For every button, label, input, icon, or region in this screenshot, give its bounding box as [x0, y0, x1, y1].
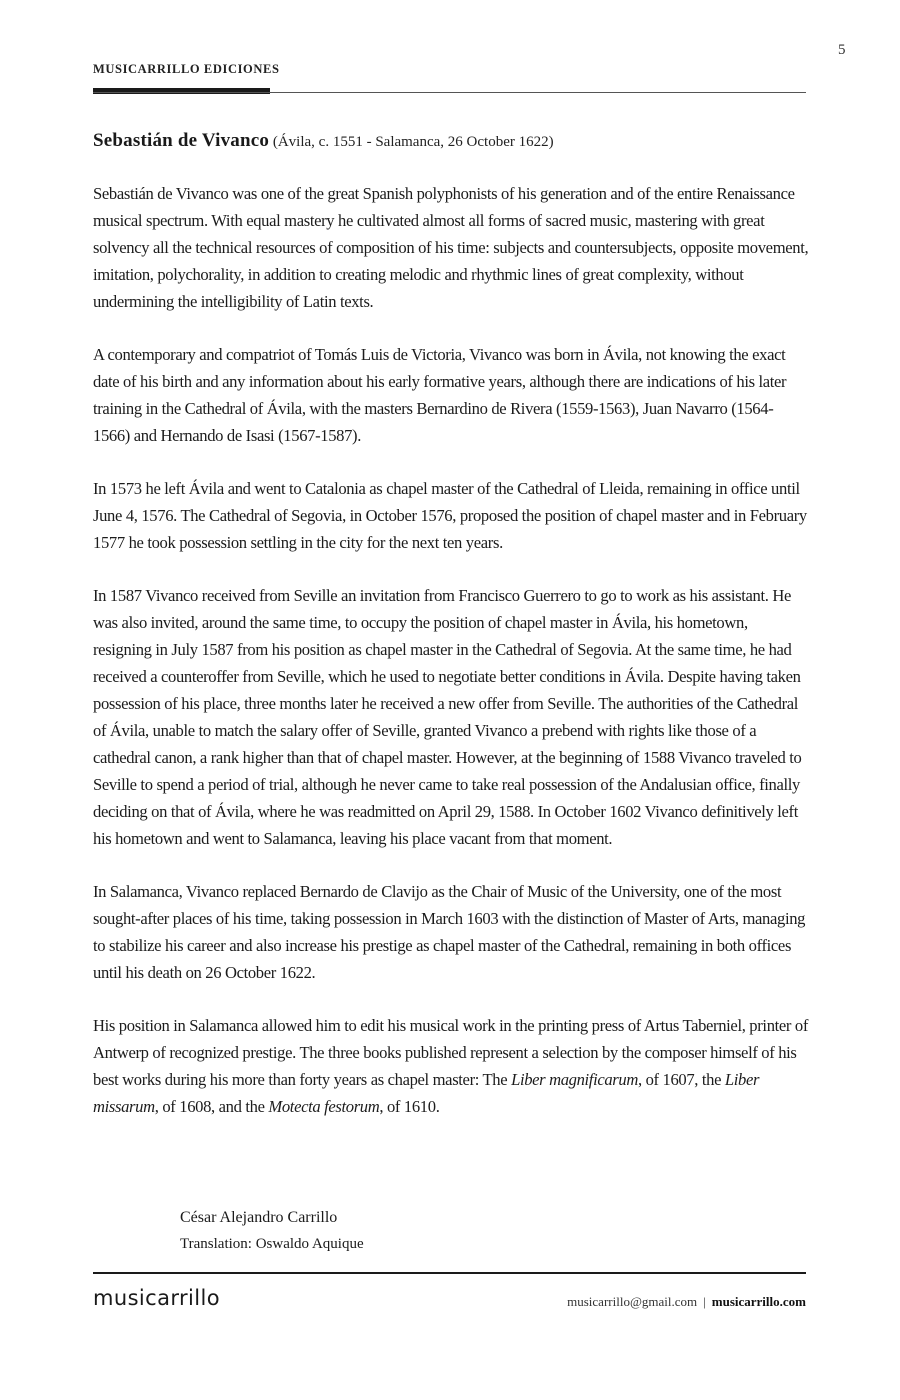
musicarrillo-logo: musicarrillo — [93, 1286, 221, 1310]
paragraph-1: Sebastián de Vivanco was one of the great Spanish polyphonists of his generation and of the entire Renaissance musical spectrum. With equal mastery he cultivated almost all forms of sacred music, mastering with great solvency all the technical resources of composition of his time: subjects and countersubjects, opposite movement, imitation, polychorality, in addition to creating melodic and rhythmic lines of great complexity, without undermining the intelligibility of Latin texts. — [93, 184, 809, 311]
signature-block — [180, 1204, 364, 1258]
article-title: Sebastián de Vivanco — [93, 130, 270, 151]
header-rule-accent — [93, 88, 270, 94]
article — [93, 128, 809, 1146]
footer-separator: | — [703, 1294, 706, 1309]
header-rule — [93, 92, 806, 93]
paragraph-5: In Salamanca, Vivanco replaced Bernardo de Clavijo as the Chair of Music of the University, one of the most sought-after places of his time, taking possession in March 1603 with the distinction of Master of Arts, managing to stabilize his career and also increase his prestige as chapel master of the Cathedral, remaining in both offices until his death on 26 October 1622. — [93, 882, 806, 982]
paragraph-6-intro: His position in Salamanca allowed him to edit his musical work in the printing press of Artus Taberniel, printer of Antwerp of recognized prestige. The three books published represent a selection by the composer himself of his best works during his more than forty years as chapel master: The — [93, 1016, 809, 1089]
footer-website[interactable]: musicarrillo.com — [711, 1294, 806, 1309]
article-heading — [93, 128, 809, 155]
book-title-motecta-festorum: Motecta festorum — [268, 1097, 380, 1116]
paragraph-6 — [93, 1012, 809, 1120]
footer-rule — [93, 1272, 806, 1274]
translator-credit: Translation: Oswaldo Aquique — [180, 1236, 364, 1252]
paragraph-2: A contemporary and compatriot of Tomás Luis de Victoria, Vivanco was born in Ávila, not knowing the exact date of his birth and any information about his early formative years, although there are indications of his later training in the Cathedral of Ávila, with the masters Bernardino de Rivera (1559-1563), Juan Navarro (1564-1566) and Hernando de Isasi (1567-1587). — [93, 345, 787, 445]
paragraph-4: In 1587 Vivanco received from Seville an invitation from Francisco Guerrero to go to work as his assistant. He was also invited, around the same time, to occupy the position of chapel master in Ávila, his hometown, resigning in July 1587 from his position as chapel master in the Cathedral of Segovia. At the same time, he had received a counteroffer from Seville, which he used to negotiate better conditions in Ávila. Despite having taken possession of his place, three months later he received a new offer from Seville. The authorities of the Cathedral of Ávila, unable to match the salary offer of Seville, granted Vivanco a prebend with rights like those of a cathedral canon, a rank higher than that of chapel master. However, at the beginning of 1588 Vivanco traveled to Seville to spend a period of trial, although he never came to take real possession of the Andalusian office, finally deciding on that of Ávila, where he was readmitted on April 29, 1588. In October 1602 Vivanco definitively left his hometown and went to Salamanca, leaving his place vacant from that moment. — [93, 586, 802, 848]
author-name: César Alejandro Carrillo — [180, 1209, 338, 1226]
publisher-header: MUSICARRILLO EDICIONES — [93, 62, 280, 76]
book-title-liber-magnificarum: Liber magnificarum — [511, 1070, 638, 1089]
book-title-liber-missarum: Liber missarum — [93, 1070, 760, 1116]
paragraph-6-end: , of 1610. — [379, 1097, 440, 1116]
paragraph-6-mid-1: , of 1607, the — [637, 1070, 725, 1089]
page-number: 5 — [838, 42, 846, 58]
footer-email[interactable]: musicarrillo@gmail.com — [567, 1294, 698, 1309]
paragraph-3: In 1573 he left Ávila and went to Catalonia as chapel master of the Cathedral of Lleida, remaining in office until June 4, 1576. The Cathedral of Segovia, in October 1576, proposed the position of chapel master and in February 1577 he took possession settling in the city for the next ten years. — [93, 479, 807, 552]
paragraph-6-mid-2: , of 1608, and the — [154, 1097, 269, 1116]
footer-contact — [567, 1294, 806, 1310]
article-dates: (Ávila, c. 1551 - Salamanca, 26 October 1622) — [272, 134, 554, 150]
